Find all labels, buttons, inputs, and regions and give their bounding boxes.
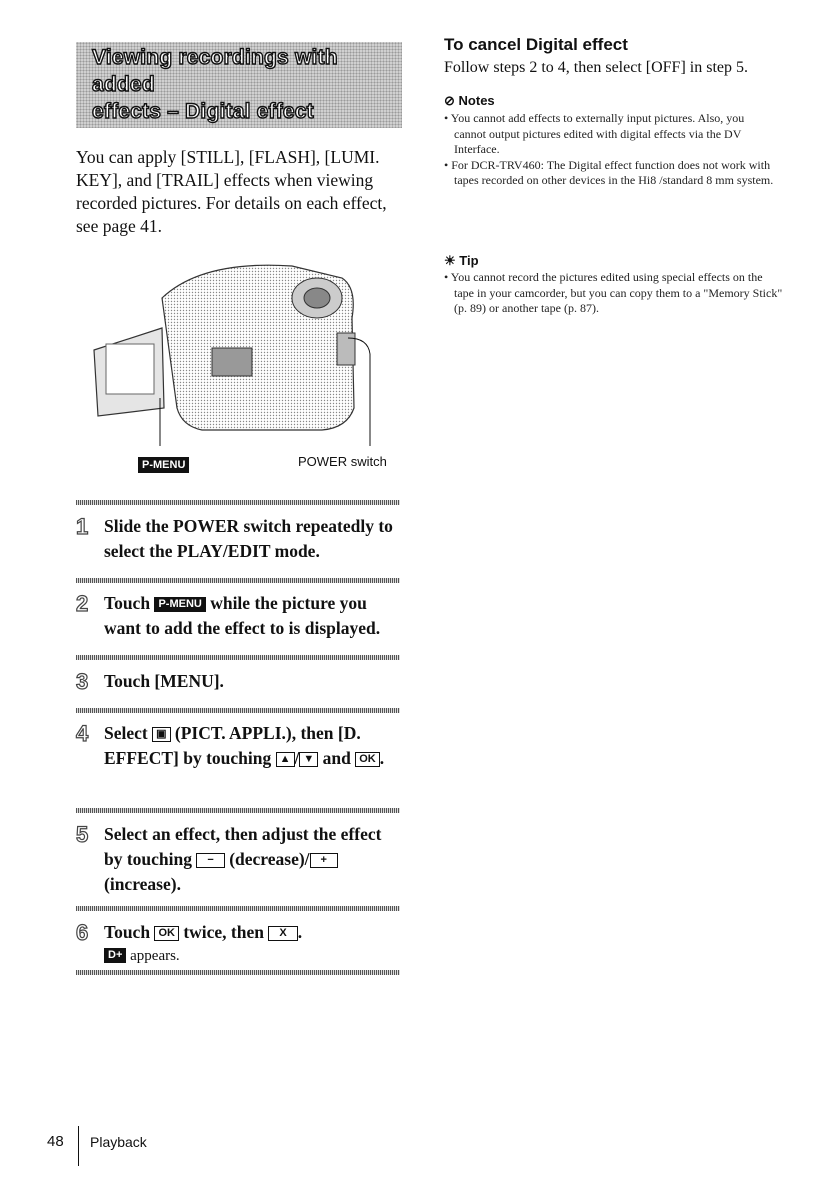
step-6-note: D+ appears. <box>104 948 180 965</box>
notes-list <box>444 111 774 189</box>
footer-divider <box>78 1126 79 1166</box>
step-number: 2 <box>76 591 89 616</box>
notes-icon: ⊘ <box>444 93 455 108</box>
list-item: • You cannot add effects to externally input pictures. Also, you cannot output pictures edited with digital effects via the DV Interface. <box>444 111 745 156</box>
divider <box>76 906 400 911</box>
step-number: 5 <box>76 822 89 847</box>
power-switch-label: POWER switch <box>298 454 387 469</box>
divider <box>76 808 400 813</box>
close-button-icon: X <box>268 926 297 941</box>
pmenu-button-icon: P-MENU <box>154 597 205 612</box>
up-arrow-icon: ▲ <box>276 752 295 767</box>
notes-heading: ⊘ Notes <box>444 93 495 108</box>
step-number: 4 <box>76 721 89 746</box>
section-title: Viewing recordings with added effects – Digital effect <box>92 46 338 123</box>
step-number: 3 <box>76 669 89 694</box>
minus-button-icon: − <box>196 853 224 868</box>
tip-heading: ☀ Tip <box>444 253 479 268</box>
divider <box>76 655 400 660</box>
tip-text: • You cannot record the pictures edited using special effects on the tape in your camcorder, but you can copy them to a "Memory Stick" (p. 89) or another tape (p. 87). <box>444 270 783 315</box>
step-number: 6 <box>76 920 89 945</box>
divider <box>76 578 400 583</box>
pict-appli-icon: ▣ <box>152 727 170 742</box>
cancel-text: Follow steps 2 to 4, then select [OFF] in step 5. <box>444 59 748 76</box>
step-number: 1 <box>76 514 89 539</box>
pmenu-label: P-MENU <box>138 457 189 473</box>
digital-effect-indicator-icon: D+ <box>104 948 126 963</box>
down-arrow-icon: ▼ <box>299 752 318 767</box>
list-item: • For DCR-TRV460: The Digital effect function does not work with tapes recorded on other devices in the Hi8 /standard 8 mm system. <box>444 157 774 187</box>
lightbulb-icon: ☀ <box>444 253 456 268</box>
ok-button-icon: OK <box>355 752 380 767</box>
section-name: Playback <box>90 1134 147 1150</box>
divider <box>76 708 400 713</box>
page-number: 48 <box>47 1133 64 1150</box>
divider <box>76 970 400 975</box>
intro-paragraph: You can apply [STILL], [FLASH], [LUMI. KEY], and [TRAIL] effects when viewing recorded pictures. For details on each effect, see page 41. <box>76 147 387 236</box>
camcorder-illustration <box>92 258 392 448</box>
plus-button-icon: + <box>310 853 338 868</box>
divider <box>76 500 400 505</box>
ok-button-icon: OK <box>154 926 179 941</box>
cancel-heading: To cancel Digital effect <box>444 35 628 54</box>
